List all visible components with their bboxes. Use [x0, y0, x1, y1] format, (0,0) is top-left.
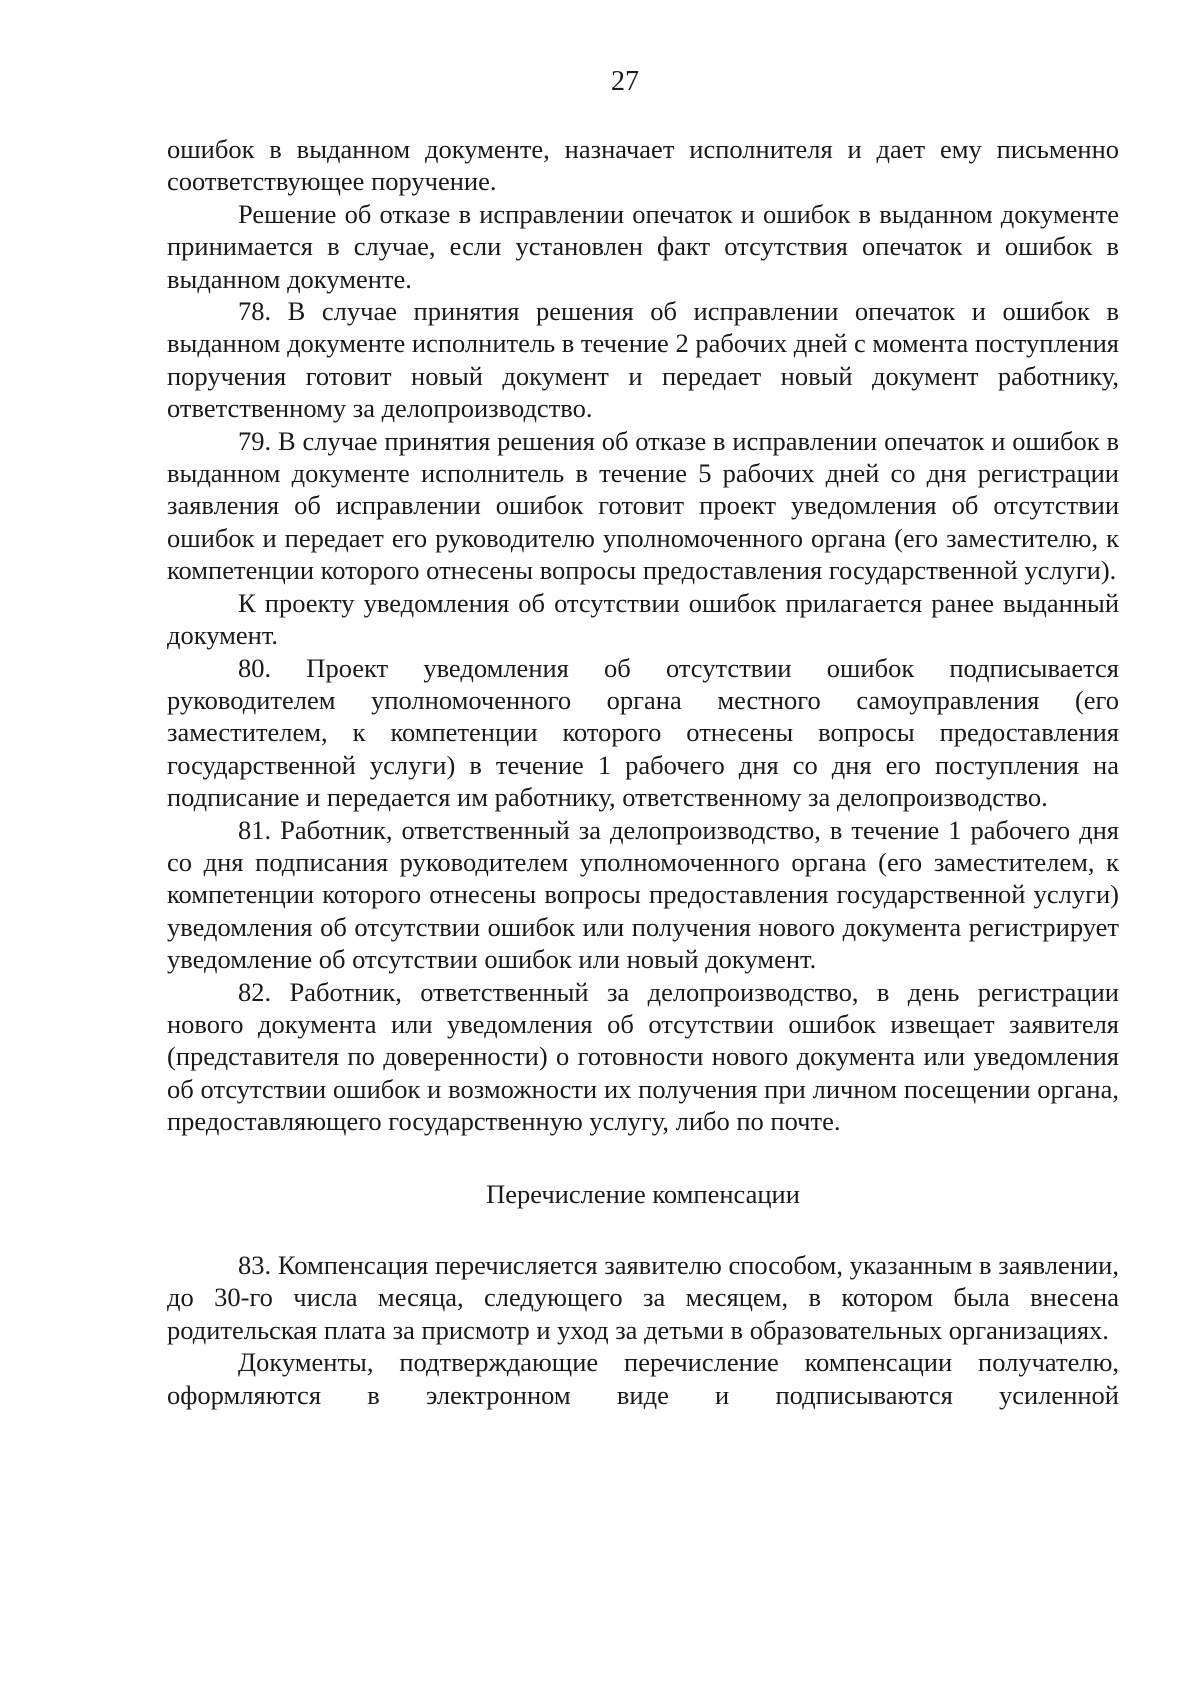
paragraph-79: 79. В случае принятия решения об отказе в исправлении опечаток и ошибок в выданном документе исполнитель в течение 5 рабочих дней со дня регистрации заявления об исправлении ошибок готовит проект уведомления об отсутствии ошибок и передает его руководителю уполномоченного органа (его заместителю, к компетенции которого отнесены вопросы предоставления государственной услуги).: [167, 425, 1119, 586]
paragraph-attachment: К проекту уведомления об отсутствии ошибок прилагается ранее выданный документ.: [167, 587, 1119, 651]
paragraph-78: 78. В случае принятия решения об исправлении опечаток и ошибок в выданном документе исполнитель в течение 2 рабочих дней с момента поступления поручения готовит новый документ и передает новый документ работнику, ответственному за делопроизводство.: [167, 296, 1119, 424]
paragraph-continuation: ошибок в выданном документе, назначает исполнителя и дает ему письменно соответствующее поручение.: [167, 134, 1119, 197]
paragraph-81: 81. Работник, ответственный за делопроизводство, в течение 1 рабочего дня со дня подписания руководителем уполномоченного органа (его заместителем, к компетенции которого отнесены вопросы предоставления государственной услуги) уведомления об отсутствии ошибок или получения нового документа регистрирует уведомление об отсутствии ошибок или новый документ.: [167, 814, 1119, 975]
paragraph-82: 82. Работник, ответственный за делопроизводство, в день регистрации нового документа или уведомления об отсутствии ошибок извещает заявителя (представителя по доверенности) о готовности нового документа или уведомления об отсутствии ошибок и возможности их получения при личном посещении органа, предоставляющего государственную услугу, либо по почте.: [167, 976, 1119, 1137]
page-number: 27: [611, 66, 639, 97]
paragraph-83: 83. Компенсация перечисляется заявителю способом, указанным в заявлении, до 30-го числа месяца, следующего за месяцем, в котором была внесена родительская плата за присмотр и уход за детьми в образовательных организациях.: [167, 1250, 1119, 1345]
section-heading: Перечисление компенсации: [486, 1178, 800, 1209]
paragraph-80: 80. Проект уведомления об отсутствии ошибок подписывается руководителем уполномоченного органа местного самоуправления (его заместителем, к компетенции которого отнесены вопросы предоставления государственной услуги) в течение 1 рабочего дня со дня его поступления на подписание и передается им работнику, ответственному за делопроизводство.: [167, 652, 1119, 813]
paragraph-documents: Документы, подтверждающие перечисление компенсации получателю, оформляются в электронном виде и подписываются усиленной: [167, 1347, 1119, 1410]
document-body: [167, 133, 1119, 1411]
paragraph-refusal-decision: Решение об отказе в исправлении опечаток и ошибок в выданном документе принимается в случае, если установлен факт отсутствия опечаток и ошибок в выданном документе.: [167, 198, 1119, 294]
